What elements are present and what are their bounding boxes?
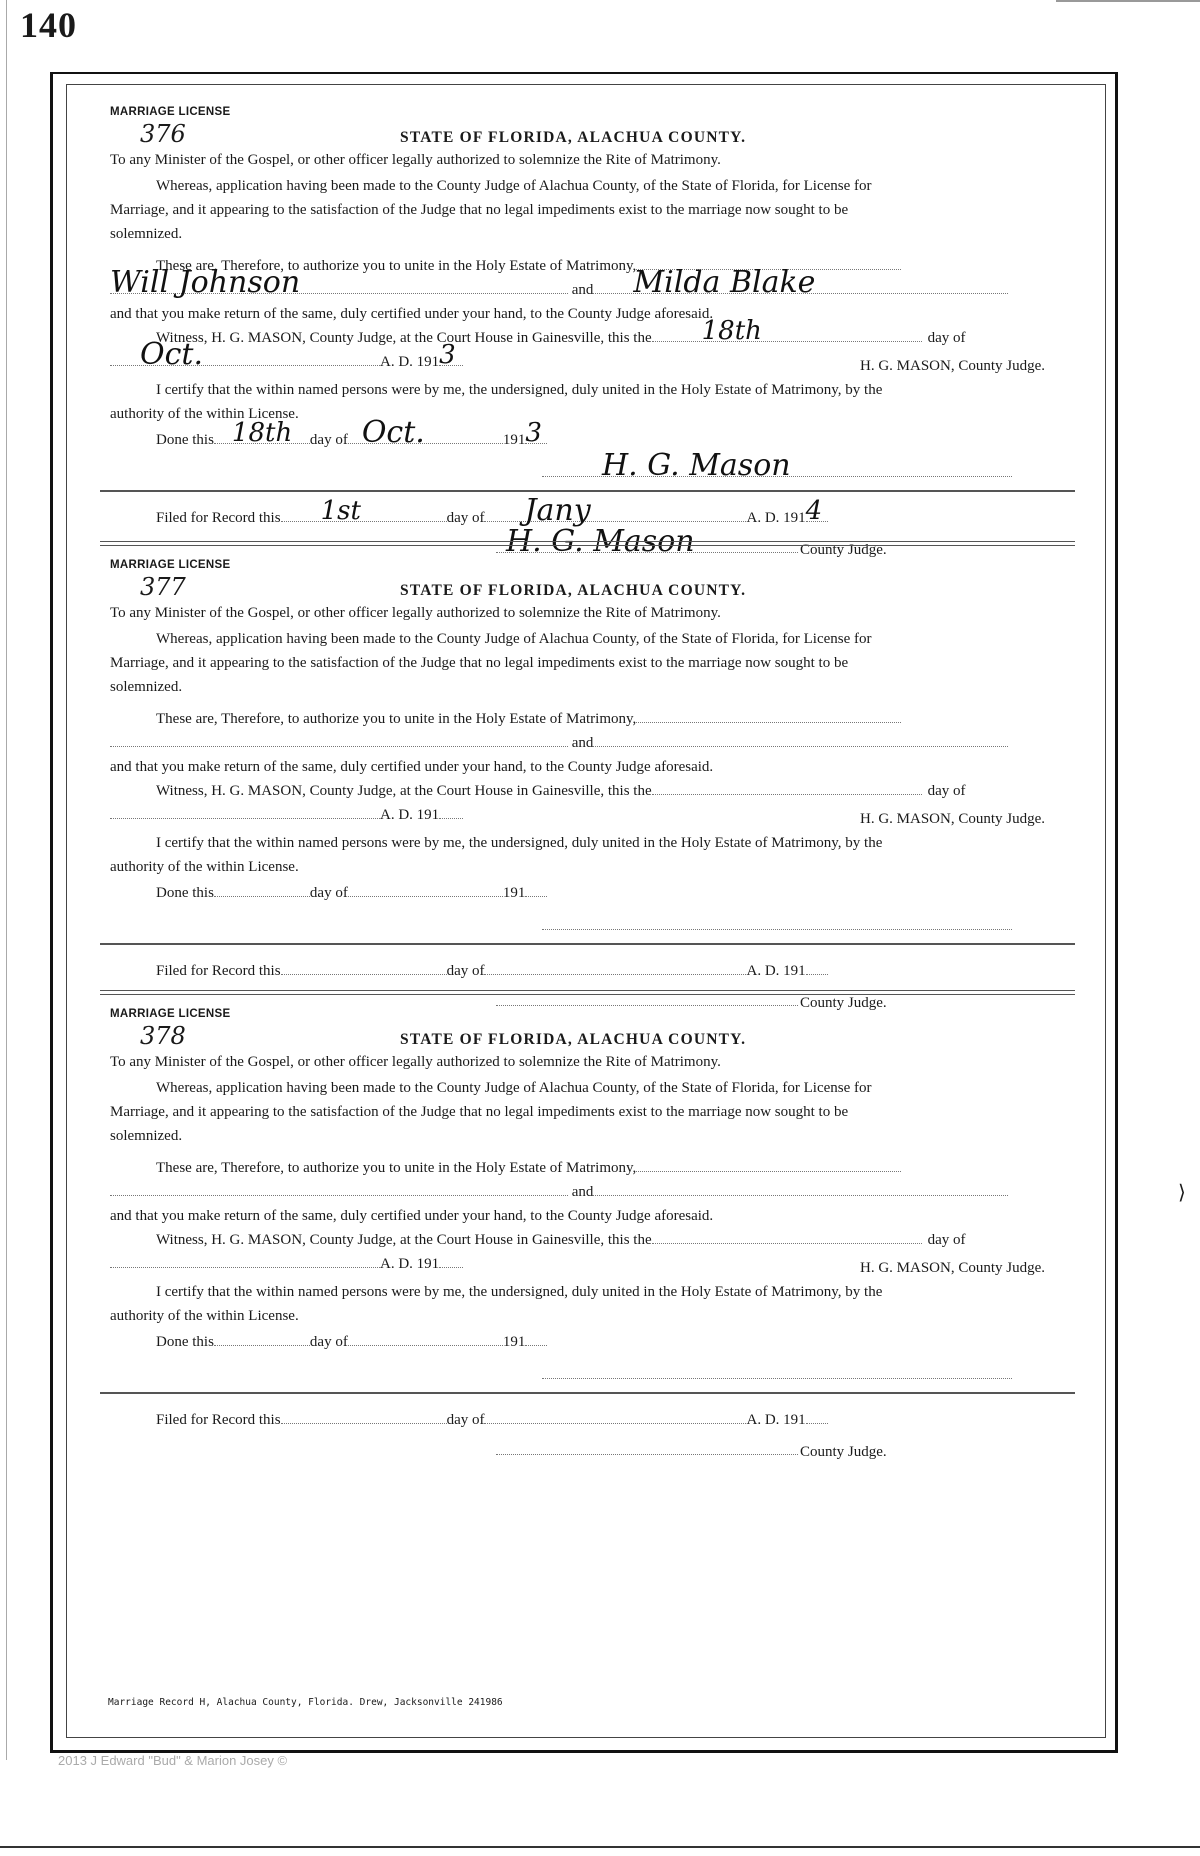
- license-number: 378: [140, 1022, 186, 1050]
- done-year-field[interactable]: [525, 418, 547, 448]
- filed-day-of-text: day of: [446, 510, 485, 526]
- bride-field[interactable]: [593, 732, 1008, 747]
- judge-signature-line: [110, 1440, 1065, 1464]
- authorize-line: [110, 1156, 1065, 1180]
- whereas-text-2: Marriage, and it appearing to the satisfaction of the Judge that no legal impediments exist to the marriage now sought to be: [110, 1104, 849, 1120]
- witness-year-field[interactable]: [439, 340, 463, 370]
- day-of-text: day of: [927, 783, 966, 799]
- certify-text-1: I certify that the within named persons were by me, the undersigned, duly united in the Holy Estate of Matrimony, by the: [156, 382, 883, 398]
- address-line: [110, 1050, 1065, 1074]
- authorize-blank[interactable]: [636, 708, 901, 723]
- authorize-text: These are, Therefore, to authorize you to unite in the Holy Estate of Matrimony,: [156, 711, 637, 727]
- license-number: 377: [140, 573, 186, 601]
- whereas-text-3: solemnized.: [110, 226, 183, 242]
- day-of-text: day of: [927, 330, 966, 346]
- address-text: To any Minister of the Gospel, or other officer legally authorized to solemnize the Rite of Matrimony.: [110, 1054, 721, 1070]
- filed-year-field[interactable]: [806, 960, 828, 975]
- whereas-text-3: solemnized.: [110, 679, 183, 695]
- certify-text-2: authority of the within License.: [110, 1308, 299, 1324]
- section-rule: [100, 490, 1075, 492]
- filed-year-digit: 4: [805, 496, 823, 526]
- return-line: [110, 1204, 1065, 1228]
- filed-month: Jany: [524, 493, 591, 528]
- judge-signature: H. G. Mason: [506, 524, 695, 559]
- done-month-field[interactable]: [348, 882, 503, 897]
- filed-day-field[interactable]: [281, 496, 447, 526]
- authorize-text: These are, Therefore, to authorize you to unite in the Holy Estate of Matrimony,: [156, 258, 637, 274]
- officiant-signature-field[interactable]: [542, 1364, 1012, 1379]
- done-day-field[interactable]: [214, 882, 310, 897]
- witness-text: Witness, H. G. MASON, County Judge, at the Court House in Gainesville, this the: [156, 1232, 652, 1248]
- filed-day-field[interactable]: [281, 1409, 447, 1424]
- whereas-text-1: Whereas, application having been made to the County Judge of Alachua County, of the State of Florida, for License for: [156, 631, 872, 647]
- officiant-line: [110, 448, 1065, 486]
- certify-text-1: I certify that the within named persons were by me, the undersigned, duly united in the Holy Estate of Matrimony, by the: [156, 1284, 883, 1300]
- return-text: and that you make return of the same, duly certified under your hand, to the County Judge aforesaid.: [110, 759, 714, 775]
- ad-year-text: A. D. 191: [380, 354, 440, 370]
- witness-year-digit: 3: [439, 340, 456, 370]
- license-separator: [100, 541, 1075, 546]
- filed-year-field[interactable]: [805, 496, 828, 526]
- whereas-text-2: Marriage, and it appearing to the satisfaction of the Judge that no legal impediments exist to the marriage now sought to be: [110, 202, 849, 218]
- judge-name-text: H. G. MASON, County Judge.: [859, 358, 1045, 374]
- whereas-line-1: [110, 627, 1065, 651]
- copyright-watermark: 2013 J Edward "Bud" & Marion Josey ©: [58, 1753, 288, 1768]
- whereas-line-2: [110, 651, 1065, 675]
- whereas-line-3: [110, 1124, 1065, 1148]
- names-line: [110, 731, 1065, 755]
- return-text: and that you make return of the same, duly certified under your hand, to the County Judge aforesaid.: [110, 1208, 714, 1224]
- whereas-line-1: [110, 1076, 1065, 1100]
- certify-text-2: authority of the within License.: [110, 406, 299, 422]
- bride-field[interactable]: [593, 265, 1008, 300]
- filed-year-field[interactable]: [806, 1409, 828, 1424]
- done-month: Oct.: [361, 415, 425, 450]
- county-judge-text: County Judge.: [800, 1444, 887, 1460]
- page-left-edge: [6, 0, 7, 1760]
- license-separator: [100, 990, 1075, 995]
- done-line: [110, 1330, 1065, 1354]
- groom-name: Will Johnson: [110, 265, 301, 300]
- authorize-line: [110, 707, 1065, 731]
- done-day: 18th: [231, 418, 293, 448]
- certify-line-2: [110, 1304, 1065, 1328]
- filed-month-field[interactable]: [484, 960, 746, 975]
- judge-name-text: H. G. MASON, County Judge.: [859, 811, 1045, 827]
- bride-field[interactable]: [593, 1181, 1008, 1196]
- section-rule: [100, 943, 1075, 945]
- witness-month-field[interactable]: [110, 1253, 380, 1268]
- and-text: and: [571, 735, 594, 751]
- witness-month-field[interactable]: [110, 804, 380, 819]
- witness-line: [110, 779, 1065, 803]
- and-text: and: [571, 1184, 594, 1200]
- witness-year-field[interactable]: [439, 804, 463, 819]
- whereas-text-1: Whereas, application having been made to the County Judge of Alachua County, of the State of Florida, for License for: [156, 178, 872, 194]
- done-this-text: Done this: [156, 1334, 214, 1350]
- witness-text: Witness, H. G. MASON, County Judge, at the Court House in Gainesville, this the: [156, 783, 652, 799]
- witness-day-field[interactable]: [652, 780, 922, 795]
- license-label: MARRIAGE LICENSE: [110, 559, 231, 571]
- done-month-field[interactable]: [348, 1331, 503, 1346]
- certify-line-2: [110, 855, 1065, 879]
- whereas-line-2: [110, 198, 1065, 222]
- certify-text-2: authority of the within License.: [110, 859, 299, 875]
- section-rule: [100, 1392, 1075, 1394]
- address-line: [110, 148, 1065, 172]
- authorize-blank[interactable]: [636, 1157, 901, 1172]
- groom-field[interactable]: [110, 1181, 568, 1196]
- witness-month-field[interactable]: [110, 337, 380, 372]
- witness-day-field[interactable]: [652, 1229, 922, 1244]
- county-judge-text: County Judge.: [800, 995, 887, 1011]
- authorize-text: These are, Therefore, to authorize you to unite in the Holy Estate of Matrimony,: [156, 1160, 637, 1176]
- whereas-line-1: [110, 174, 1065, 198]
- address-text: To any Minister of the Gospel, or other officer legally authorized to solemnize the Rite of Matrimony.: [110, 605, 721, 621]
- witness-month: Oct.: [140, 337, 203, 372]
- whereas-text-1: Whereas, application having been made to the County Judge of Alachua County, of the State of Florida, for License for: [156, 1080, 872, 1096]
- license-number: 376: [140, 120, 186, 148]
- filed-day: 1st: [320, 496, 361, 526]
- filed-text: Filed for Record this: [156, 510, 281, 526]
- groom-field[interactable]: [110, 732, 568, 747]
- day-of-text: day of: [927, 1232, 966, 1248]
- certify-text-1: I certify that the within named persons were by me, the undersigned, duly united in the Holy Estate of Matrimony, by the: [156, 835, 883, 851]
- page-bottom-edge: [0, 1846, 1200, 1848]
- done-year-text: 191: [502, 1334, 526, 1350]
- done-this-text: Done this: [156, 885, 214, 901]
- filed-ad-text: A. D. 191: [746, 1412, 806, 1428]
- done-year-field[interactable]: [525, 882, 547, 897]
- license-heading: STATE OF FLORIDA, ALACHUA COUNTY.: [400, 129, 747, 146]
- witness-year-field[interactable]: [439, 1253, 463, 1268]
- page-top-edge: [0, 0, 1200, 2]
- filed-day-of-text: day of: [446, 1412, 485, 1428]
- witness-line: [110, 316, 1065, 350]
- whereas-line-2: [110, 1100, 1065, 1124]
- filed-month-field[interactable]: [484, 1409, 746, 1424]
- ad-year-text: A. D. 191: [380, 1256, 440, 1272]
- return-text: and that you make return of the same, duly certified under your hand, to the County Judge aforesaid.: [110, 306, 714, 322]
- groom-field[interactable]: [110, 265, 568, 300]
- ad-year-text: A. D. 191: [380, 807, 440, 823]
- done-day-field[interactable]: [214, 418, 310, 448]
- done-this-text: Done this: [156, 432, 214, 448]
- done-day-field[interactable]: [214, 1331, 310, 1346]
- and-text: and: [571, 282, 594, 298]
- officiant-signature: H. G. Mason: [602, 448, 791, 483]
- certify-line-1: [110, 1280, 1065, 1304]
- done-day-of-text: day of: [309, 885, 348, 901]
- witness-month-line: [110, 1252, 1065, 1276]
- witness-month-line: [110, 803, 1065, 827]
- done-year-field[interactable]: [525, 1331, 547, 1346]
- done-day-of-text: day of: [309, 1334, 348, 1350]
- return-line: [110, 302, 1065, 326]
- filed-month-field[interactable]: [484, 493, 746, 528]
- return-line: [110, 755, 1065, 779]
- judge-name-text: H. G. MASON, County Judge.: [859, 1260, 1045, 1276]
- done-year-text: 191: [502, 885, 526, 901]
- page-number: 140: [20, 5, 77, 45]
- address-text: To any Minister of the Gospel, or other officer legally authorized to solemnize the Rite of Matrimony.: [110, 152, 721, 168]
- marriage-license-377: [110, 553, 1065, 1015]
- license-heading: STATE OF FLORIDA, ALACHUA COUNTY.: [400, 1031, 747, 1048]
- witness-day-field[interactable]: [652, 316, 922, 346]
- filed-line: [110, 959, 1065, 983]
- judge-signature-field[interactable]: [496, 1440, 798, 1455]
- marriage-license-378: [110, 1002, 1065, 1464]
- officiant-line: [110, 1354, 1065, 1388]
- witness-day: 18th: [701, 316, 762, 346]
- names-line: [110, 1180, 1065, 1204]
- officiant-signature-field[interactable]: [542, 448, 1012, 483]
- officiant-signature-field[interactable]: [542, 915, 1012, 930]
- done-day-of-text: day of: [309, 432, 348, 448]
- certify-line-1: [110, 378, 1065, 402]
- done-month-field[interactable]: [348, 415, 503, 450]
- license-label: MARRIAGE LICENSE: [110, 1008, 231, 1020]
- address-line: [110, 601, 1065, 625]
- county-judge-text: County Judge.: [800, 542, 887, 558]
- license-heading: STATE OF FLORIDA, ALACHUA COUNTY.: [400, 582, 747, 599]
- whereas-line-3: [110, 675, 1065, 699]
- filed-ad-text: A. D. 191: [746, 510, 806, 526]
- filed-day-of-text: day of: [446, 963, 485, 979]
- witness-text: Witness, H. G. MASON, County Judge, at the Court House in Gainesville, this the: [156, 330, 652, 346]
- filed-line: [110, 1408, 1065, 1432]
- stray-ink-mark: ⟩: [1178, 1182, 1186, 1204]
- filed-text: Filed for Record this: [156, 1412, 281, 1428]
- done-year-digit: 3: [525, 418, 542, 448]
- done-year-text: 191: [502, 432, 526, 448]
- license-label: MARRIAGE LICENSE: [110, 106, 231, 118]
- whereas-text-3: solemnized.: [110, 1128, 183, 1144]
- marriage-license-376: [110, 100, 1065, 562]
- certify-line-1: [110, 831, 1065, 855]
- done-line: [110, 415, 1065, 452]
- whereas-line-3: [110, 222, 1065, 246]
- filed-day-field[interactable]: [281, 960, 447, 975]
- footer-imprint: Marriage Record H, Alachua County, Florida. Drew, Jacksonville 241986: [108, 1697, 503, 1708]
- done-line: [110, 881, 1065, 905]
- filed-text: Filed for Record this: [156, 963, 281, 979]
- filed-ad-text: A. D. 191: [746, 963, 806, 979]
- whereas-text-2: Marriage, and it appearing to the satisfaction of the Judge that no legal impediments exist to the marriage now sought to be: [110, 655, 849, 671]
- bride-name: Milda Blake: [633, 265, 816, 300]
- officiant-line: [110, 905, 1065, 939]
- witness-line: [110, 1228, 1065, 1252]
